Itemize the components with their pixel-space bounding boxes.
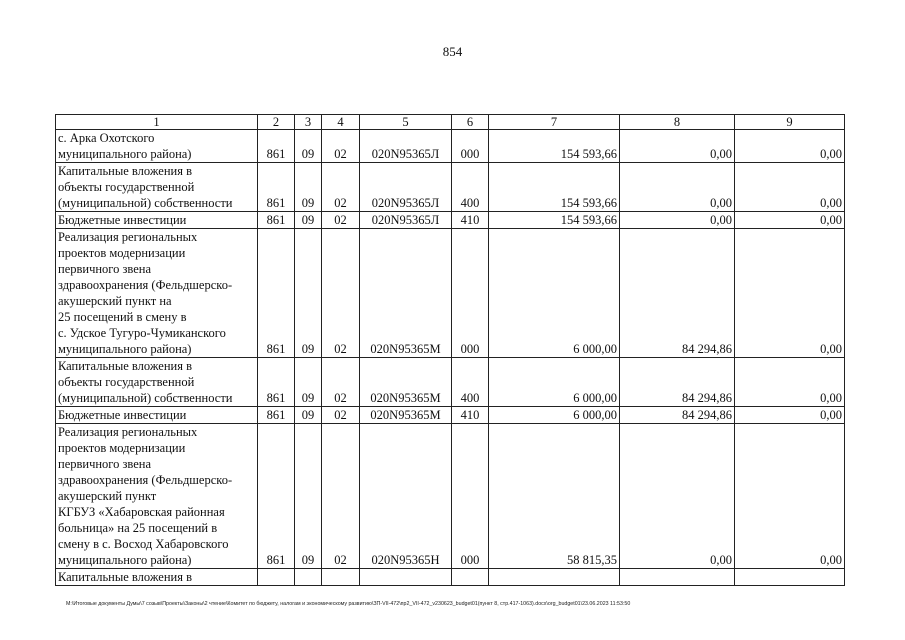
expense-type-code-cell: 410 — [452, 407, 489, 424]
target-article-code-cell: 020N95365Л — [360, 163, 452, 212]
subsection-code-cell: 02 — [322, 424, 360, 569]
target-article-code-cell: 020N95365М — [360, 358, 452, 407]
column-header: 6 — [452, 115, 489, 130]
column-header: 1 — [56, 115, 258, 130]
amount-col-8-cell: 0,00 — [620, 424, 735, 569]
row-name-cell — [56, 407, 258, 424]
amount-col-8-cell: 0,00 — [620, 212, 735, 229]
amount-col-9-cell: 0,00 — [735, 358, 845, 407]
amount-col-7-cell: 6 000,00 — [489, 407, 620, 424]
target-article-code-cell: 020N95365М — [360, 407, 452, 424]
column-header: 4 — [322, 115, 360, 130]
amount-col-8-cell: 0,00 — [620, 130, 735, 163]
subsection-code-cell — [322, 569, 360, 586]
amount-col-9-cell: 0,00 — [735, 424, 845, 569]
subsection-code-cell: 02 — [322, 212, 360, 229]
section-code-cell: 09 — [295, 407, 322, 424]
row-name-line: проектов модернизации — [58, 441, 186, 455]
row-name-line: (муниципальной) собственности — [58, 196, 233, 210]
row-name-line: с. Арка Охотского — [58, 131, 155, 145]
section-code-cell — [295, 569, 322, 586]
gr-code-cell: 861 — [258, 130, 295, 163]
gr-code-cell: 861 — [258, 212, 295, 229]
amount-col-7-cell — [489, 569, 620, 586]
amount-col-9-cell: 0,00 — [735, 163, 845, 212]
gr-code-cell: 861 — [258, 163, 295, 212]
expense-type-code-cell — [452, 569, 489, 586]
amount-col-8-cell — [620, 569, 735, 586]
expense-type-code-cell: 000 — [452, 130, 489, 163]
section-code-cell: 09 — [295, 358, 322, 407]
amount-col-8-cell: 84 294,86 — [620, 229, 735, 358]
row-name-line: здравоохранения (Фельдшерско- — [58, 473, 233, 487]
row-name-line: муниципального района) — [58, 342, 192, 356]
section-code-cell: 09 — [295, 212, 322, 229]
row-name-line: первичного звена — [58, 457, 152, 471]
amount-col-7-cell: 6 000,00 — [489, 358, 620, 407]
row-name-line: с. Удское Тугуро-Чумиканского — [58, 326, 226, 340]
target-article-code-cell — [360, 569, 452, 586]
gr-code-cell: 861 — [258, 229, 295, 358]
section-code-cell: 09 — [295, 130, 322, 163]
amount-col-8-cell: 84 294,86 — [620, 407, 735, 424]
table-row — [56, 407, 845, 424]
target-article-code-cell: 020N95365Н — [360, 424, 452, 569]
amount-col-9-cell: 0,00 — [735, 212, 845, 229]
target-article-code-cell: 020N95365Л — [360, 130, 452, 163]
row-name-line: муниципального района) — [58, 147, 192, 161]
row-name-line: 25 посещений в смену в — [58, 310, 187, 324]
table-row — [56, 130, 845, 163]
row-name-cell — [56, 163, 258, 212]
table-row — [56, 163, 845, 212]
row-name-line: здравоохранения (Фельдшерско- — [58, 278, 233, 292]
footer-file-path: М:\Итоговые документы Думы\7 созыв\Проекты\Законы\2 чтение\Комитет по бюджету, налогам и экономическому развитию\ЗП-VII-472\пр2_VII-472_v230623_budget01(пункт 8, стр.417-1063).docx\org_budget01\23.06.2023 11:53:50 — [66, 601, 631, 607]
table-row — [56, 569, 845, 586]
table-header-row — [56, 115, 845, 130]
row-name-cell — [56, 229, 258, 358]
amount-col-8-cell: 84 294,86 — [620, 358, 735, 407]
target-article-code-cell: 020N95365Л — [360, 212, 452, 229]
table-row — [56, 358, 845, 407]
subsection-code-cell: 02 — [322, 130, 360, 163]
gr-code-cell: 861 — [258, 407, 295, 424]
amount-col-9-cell — [735, 569, 845, 586]
amount-col-9-cell: 0,00 — [735, 407, 845, 424]
column-header: 5 — [360, 115, 452, 130]
row-name-line: Бюджетные инвестиции — [58, 408, 187, 422]
gr-code-cell: 861 — [258, 424, 295, 569]
table-row — [56, 424, 845, 569]
expense-type-code-cell: 000 — [452, 229, 489, 358]
subsection-code-cell: 02 — [322, 407, 360, 424]
gr-code-cell — [258, 569, 295, 586]
subsection-code-cell: 02 — [322, 163, 360, 212]
table-row — [56, 229, 845, 358]
amount-col-8-cell: 0,00 — [620, 163, 735, 212]
row-name-line: смену в с. Восход Хабаровского — [58, 537, 229, 551]
row-name-line: акушерский пункт на — [58, 294, 172, 308]
row-name-cell — [56, 358, 258, 407]
amount-col-7-cell: 154 593,66 — [489, 130, 620, 163]
column-header: 7 — [489, 115, 620, 130]
row-name-line: Капитальные вложения в — [58, 359, 192, 373]
column-header: 2 — [258, 115, 295, 130]
row-name-line: (муниципальной) собственности — [58, 391, 233, 405]
amount-col-7-cell: 58 815,35 — [489, 424, 620, 569]
amount-col-7-cell: 154 593,66 — [489, 163, 620, 212]
row-name-line: объекты государственной — [58, 180, 195, 194]
column-header: 8 — [620, 115, 735, 130]
row-name-line: первичного звена — [58, 262, 152, 276]
amount-col-7-cell: 6 000,00 — [489, 229, 620, 358]
amount-col-9-cell: 0,00 — [735, 130, 845, 163]
row-name-line: муниципального района) — [58, 553, 192, 567]
expense-type-code-cell: 400 — [452, 358, 489, 407]
subsection-code-cell: 02 — [322, 229, 360, 358]
row-name-cell — [56, 130, 258, 163]
row-name-cell — [56, 212, 258, 229]
row-name-line: проектов модернизации — [58, 246, 186, 260]
amount-col-7-cell: 154 593,66 — [489, 212, 620, 229]
page-number: 854 — [442, 44, 463, 59]
row-name-line: КГБУЗ «Хабаровская районная — [58, 505, 225, 519]
section-code-cell: 09 — [295, 229, 322, 358]
table-row — [56, 212, 845, 229]
section-code-cell: 09 — [295, 163, 322, 212]
amount-col-9-cell: 0,00 — [735, 229, 845, 358]
subsection-code-cell: 02 — [322, 358, 360, 407]
gr-code-cell: 861 — [258, 358, 295, 407]
row-name-line: больница» на 25 посещений в — [58, 521, 218, 535]
row-name-cell — [56, 569, 258, 586]
budget-table — [55, 114, 845, 586]
expense-type-code-cell: 400 — [452, 163, 489, 212]
row-name-line: акушерский пункт — [58, 489, 157, 503]
column-header: 3 — [295, 115, 322, 130]
expense-type-code-cell: 000 — [452, 424, 489, 569]
row-name-line: Бюджетные инвестиции — [58, 213, 187, 227]
expense-type-code-cell: 410 — [452, 212, 489, 229]
row-name-cell — [56, 424, 258, 569]
row-name-line: Реализация региональных — [58, 425, 198, 439]
target-article-code-cell: 020N95365М — [360, 229, 452, 358]
section-code-cell: 09 — [295, 424, 322, 569]
row-name-line: Капитальные вложения в — [58, 164, 192, 178]
row-name-line: Капитальные вложения в — [58, 570, 192, 584]
row-name-line: Реализация региональных — [58, 230, 198, 244]
column-header: 9 — [735, 115, 845, 130]
row-name-line: объекты государственной — [58, 375, 195, 389]
